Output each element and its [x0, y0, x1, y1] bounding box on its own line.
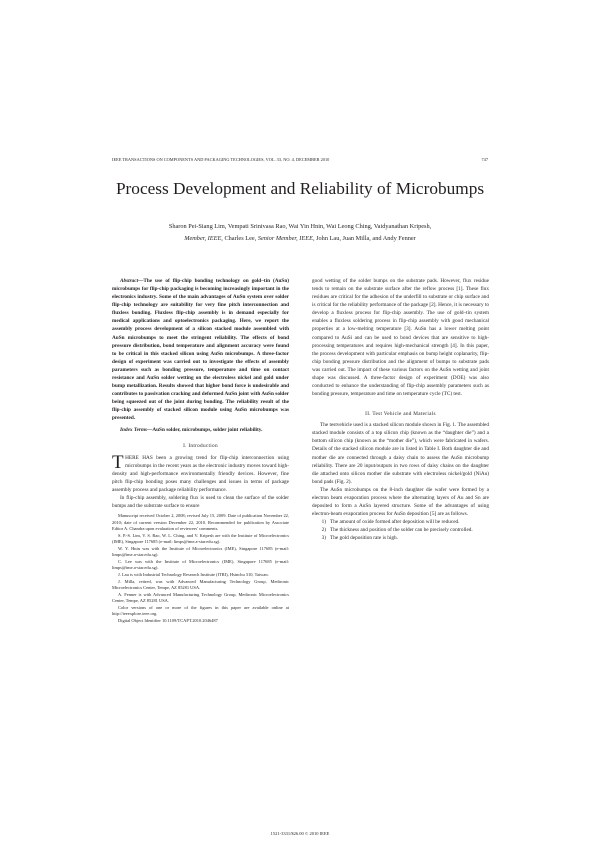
page-number: 747: [481, 157, 488, 162]
list-item-number: 2): [321, 527, 326, 534]
author-name-lee: , Charles Lee,: [221, 234, 258, 242]
footnote: J. Milla, retired, was with Advanced Manufacturing Technology Group, Medtronic Microelectronics Center, Tempe, AZ 85281 USA.: [112, 578, 289, 591]
index-terms-text: —AuSn solder, microbumps, solder joint reliability.: [147, 427, 263, 434]
author-line-1: Sharon Pei-Siang Lim, Vempati Srinivasa Rao, Wai Yin Hnin, Wai Leong Ching, Vaidyanathan Kripesh,: [168, 223, 432, 230]
list-item: [312, 526, 489, 534]
intro-paragraph-1-text: been a growing trend for flip-chip interconnection using microbumps in the recent years as the electronic industry moves toward high-density and high-performance environmentally friendly devices. However, fine pitch flip-chip bonding poses many challenges and issues in terms of package assembly process and package reliability performance.: [112, 454, 289, 493]
right-column: [312, 277, 489, 542]
abstract-label: Abstract: [120, 278, 139, 284]
running-header: [112, 157, 488, 162]
body-paragraph: good wetting of the solder bumps on the substrate pads. However, flux residue tends to remain on the substrate surface after the reflow process [1]. These flux residues are critical for the adhesion of the underfill to substrate or chip surface and is critical for the reliability performance of the package [2]. Hence, it is necessary to develop a fluxless process for flip-chip assembly. The use of gold–tin system enables a fluxless soldering process in flip-chip assembly with good mechanical properties at a low-melting temperature [3]. AuSn has a lower melting point compared to AuSi and can be used to bond devices that are sensitive to high-processing temperatures and requires high-mechanical strength [4]. In this paper, the process development with particular emphasis on bump height coplanarity, flip-chip bonding pressure distribution and the alignment of bumps to substrate pads was carried out. The impact of these various factors on the AuSn wetting and joint shape was discussed. A three-factor design of experiment (DOE) was also conducted to enhance the understanding of flip-chip assembly parameters such as bonding pressure, temperature and time on temperature cycle (TC) test.: [312, 278, 489, 398]
journal-name: IEEE TRANSACTIONS ON COMPONENTS AND PACKAGING TECHNOLOGIES, VOL. 33, NO. 4, DECEMBER 2010: [112, 157, 330, 162]
footnote: S. P.-S. Lim, V. S. Rao, W. L. Ching, and V. Kripesh are with the Institute of Microelectronics (IME), Singapore 117685 (e-mail: limps@ime.a-star.edu.sg).: [112, 532, 289, 545]
list-item: [312, 534, 489, 542]
footnote: Manuscript received October 2, 2008; revised July 15, 2009. Date of publication November 22, 2010; date of current version December 22, 2010. Recommended for publication by Associate Editor A. Chandra upon evaluation of reviewers' comments.: [112, 513, 289, 532]
list-item-text: The amount of oxide formed after deposition will be reduced.: [330, 519, 460, 526]
footnote: Color versions of one or more of the figures in this paper are available online at http://ieeexplore.ieee.org.: [112, 604, 289, 617]
list-item-text: The gold deposition rate is high.: [330, 535, 398, 542]
intro-paragraph-1: [112, 451, 289, 494]
abstract: [112, 277, 289, 422]
abstract-text: —The use of flip-chip bonding technology on gold–tin (AuSn) microbumps for flip-chip packaging is becoming increasingly important in the electronics industry. Some of the main advantages of AuSn system over solder flip-chip technology are suitability for very fine pitch interconnection and fluxless bonding. Fluxless flip-chip assembly is in demand especially for medical applications and optoelectronics packaging. Here, we report the assembly process development of a silicon stacked module assembled with AuSn microbumps to meet the stringent reliability. The effects of bond pressure distribution, bond temperature and alignment accuracy were found to be critical in this stacked silicon using AuSn microbumps. A three-factor design of experiment was carried out to investigate the effects of assembly parameters such as bonding pressure, temperature and time on contact resistance and AuSn solder wetting on the electroless nickel and gold under bump metallization. Results showed that higher bond force is undesirable and contributes to passivation cracking and deformed AuSn joint with AuSn solder being squeezed out of the joint during bonding. The reliability result of the flip-chip assembly of stacked silicon module using AuSn microbumps was presented.: [112, 278, 289, 422]
section-heading-test-vehicle: II. Test Vehicle and Materials: [365, 411, 436, 418]
body-paragraph: The testvehicle used is a stacked silicon module shown in Fig. 1. The assembled stacked module consists of a top silicon chip (known as the “daughter die”) and a bottom silicon chip (known as the “mother die”), which were fabricated in wafers. Details of the stacked silicon module are in listed in Table I. Both daughter die and mother die are connected through a daisy chain to assess the AuSn microbump reliability. There are 20 input/outputs in two rows of daisy chains on the daughter die attached onto silicon mother die substrate with electroless nickel/gold (NiAu) bond pads (Fig. 2).: [312, 422, 489, 485]
advantages-list: [312, 518, 489, 542]
index-terms: [112, 426, 289, 434]
footnote: A. Fenner is with Advanced Manufacturing Technology Group, Medtronic Microelectronics Center, Tempe, AZ 85281 USA.: [112, 591, 289, 604]
list-item-number: 1): [321, 519, 326, 526]
list-item: [312, 518, 489, 526]
section-heading-introduction: I. Introduction: [183, 443, 218, 450]
body-paragraph: The AuSn microbumps on the 8-inch daughter die wafer were formed by a electron beam evaporation process where the alternating layers of Au and Sn are deposited to form a AuSn layered structure. Some of the advantages of using electron-beam evaporation process for AuSn deposition [5] are as follows.: [312, 486, 489, 518]
list-item-number: 3): [321, 535, 326, 542]
drop-cap: T: [112, 451, 124, 473]
copyright-footer: 1521-3331/$26.00 © 2010 IEEE: [270, 831, 330, 836]
intro-paragraph-2: In flip-chip assembly, soldering flux is used to clean the surface of the solder bumps and the substrate surface to ensure: [112, 494, 289, 510]
author-list: [100, 221, 500, 244]
author-line-2: [100, 233, 500, 245]
footnote-doi: Digital Object Identifier 10.1109/TCAPT.2010.2046487: [118, 617, 218, 623]
author-affil-senior: Senior Member, IEEE: [257, 234, 313, 242]
author-affil-member: Member, IEEE: [184, 234, 222, 242]
list-item-text: The thickness and position of the solder can be precisely controlled.: [330, 527, 473, 534]
left-column: [112, 277, 289, 624]
index-terms-label: Index Terms: [120, 427, 148, 434]
footnote: W. Y. Hnin was with the Institute of Microelectronics (IME), Singapore 117685 (e-mail: limps@ime.a-star.edu.sg).: [112, 545, 289, 558]
footnotes: [112, 513, 289, 624]
paper-title: Process Development and Reliability of Microbumps: [115, 179, 485, 198]
intro-small-caps: HERE HAS: [125, 454, 153, 461]
footnote: C. Lee was with the Institute of Microelectronics (IME), Singapore 117685 (e-mail: limps@ime.a-star.edu.sg).: [112, 558, 289, 571]
footnote: J. Lau is with Industrial Technology Research Institute (ITRI), Hsinchu 310, Taiwan.: [118, 572, 269, 578]
author-names-rest: , John Lau, Juan Milla, and Andy Fenner: [312, 234, 416, 242]
